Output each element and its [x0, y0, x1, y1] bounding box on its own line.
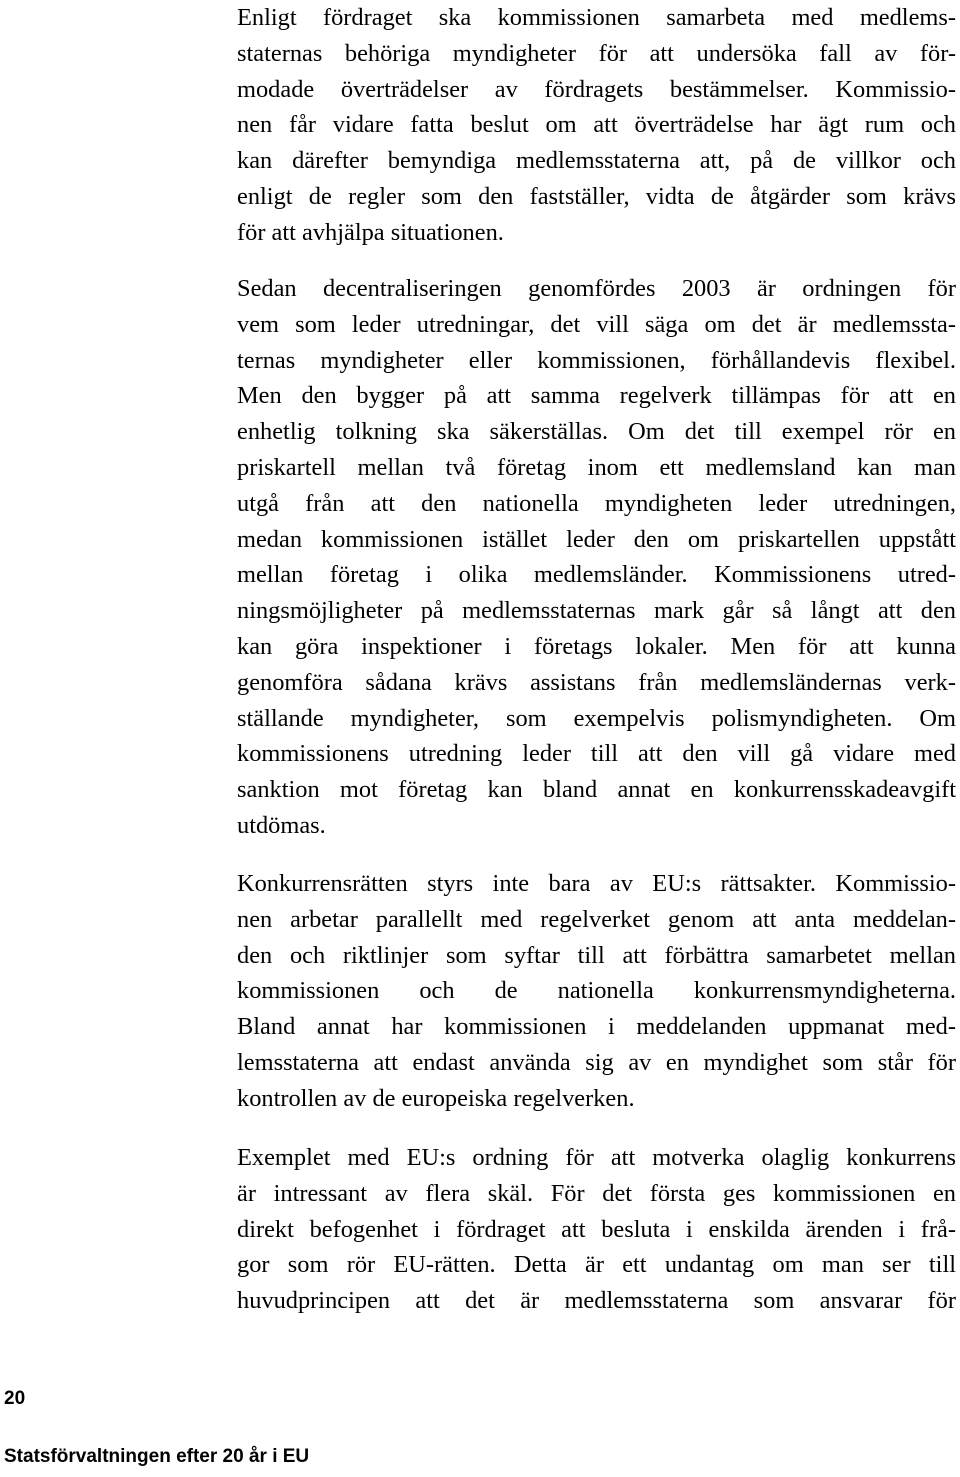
text-line: kommissionen och de nationella konkurrensmyndigheterna. — [237, 977, 956, 1005]
text-line: ternas myndigheter eller kommissionen, förhållandevis flexibel. — [237, 346, 956, 374]
text-line: ställande myndigheter, som exempelvis polismyndigheten. Om — [237, 704, 956, 732]
text-line: den och riktlinjer som syftar till att förbättra samarbetet mellan — [237, 941, 956, 969]
text-line: gor som rör EU-rätten. Detta är ett undantag om man ser till — [237, 1251, 956, 1279]
text-line: direkt befogenhet i fördraget att besluta i enskilda ärenden i frå- — [237, 1215, 956, 1243]
text-line: kommissionens utredning leder till att den vill gå vidare med — [237, 740, 956, 768]
text-line: sanktion mot företag kan bland annat en konkurrensskadeavgift — [237, 776, 956, 804]
text-line: lemsstaterna att endast använda sig av en myndighet som står för — [237, 1048, 956, 1076]
text-line: Konkurrensrätten styrs inte bara av EU:s rättsakter. Kommissio- — [237, 870, 956, 897]
text-line: Sedan decentraliseringen genomfördes 2003 är ordningen för — [237, 275, 956, 302]
text-line: staternas behöriga myndigheter för att undersöka fall av för- — [237, 39, 956, 67]
text-line: ningsmöjligheter på medlemsstaternas mark går så långt att den — [237, 597, 956, 625]
text-line: modade överträdelser av fördragets bestämmelser. Kommissio- — [237, 75, 956, 103]
text-line: vem som leder utredningar, det vill säga om det är medlemssta- — [237, 310, 956, 338]
text-line: Men den bygger på att samma regelverk tillämpas för att en — [237, 382, 956, 410]
text-line: mellan företag i olika medlemsländer. Kommissionens utred- — [237, 561, 956, 589]
text-line: huvudprincipen att det är medlemsstaterna som ansvarar för — [237, 1287, 956, 1315]
paragraph — [237, 271, 956, 844]
page-number: 20 — [4, 1388, 26, 1409]
text-line: utdömas. — [237, 811, 326, 839]
text-line: genomföra sådana krävs assistans från medlemsländernas verk- — [237, 668, 956, 696]
text-line: nen arbetar parallellt med regelverket genom att anta meddelan- — [237, 905, 956, 933]
text-line: priskartell mellan två företag inom ett medlemsland kan man — [237, 453, 956, 481]
text-line: Bland annat har kommissionen i meddelanden uppmanat med- — [237, 1013, 956, 1041]
paragraph — [237, 0, 956, 251]
footer-title: Statsförvaltningen efter 20 år i EU — [4, 1446, 310, 1467]
text-line: nen får vidare fatta beslut om att överträdelse har ägt rum och — [237, 111, 956, 139]
text-line: kan därefter bemyndiga medlemsstaterna att, på de villkor och — [237, 147, 956, 175]
paragraph — [237, 866, 956, 1117]
text-line: för att avhjälpa situationen. — [237, 218, 504, 246]
text-line: är intressant av flera skäl. För det första ges kommissionen en — [237, 1179, 956, 1207]
text-line: utgå från att den nationella myndigheten leder utredningen, — [237, 489, 956, 517]
text-line: medan kommissionen istället leder den om priskartellen uppstått — [237, 525, 956, 553]
text-line: Exemplet med EU:s ordning för att motverka olaglig konkurrens — [237, 1144, 956, 1171]
text-line: kan göra inspektioner i företags lokaler. Men för att kunna — [237, 632, 956, 660]
text-line: kontrollen av de europeiska regelverken. — [237, 1084, 635, 1112]
paragraph — [237, 1140, 956, 1319]
text-line: enhetlig tolkning ska säkerställas. Om det till exempel rör en — [237, 418, 956, 446]
text-line: enligt de regler som den fastställer, vidta de åtgärder som krävs — [237, 182, 956, 210]
text-line: Enligt fördraget ska kommissionen samarbeta med medlems- — [237, 4, 956, 31]
